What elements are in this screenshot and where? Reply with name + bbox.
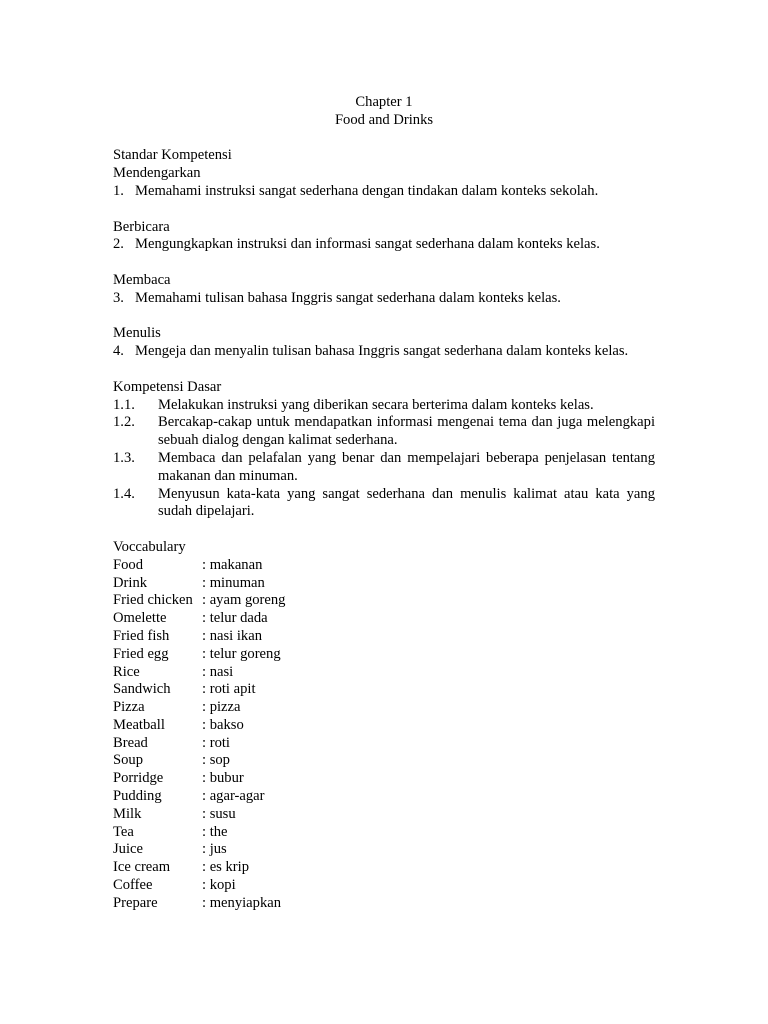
vocab-english-word: Soup [113,752,144,769]
vocab-row [113,699,655,717]
vocab-row [113,664,655,682]
vocab-indonesian-meaning: : telur dada [202,610,268,627]
sk-item-number: 4. [113,343,124,360]
vocab-english-word: Prepare [113,894,158,911]
vocab-indonesian-meaning: : minuman [202,574,265,591]
vocab-indonesian-meaning: : agar-agar [202,788,265,805]
sk-item [113,343,655,361]
vocab-english-word: Bread [113,734,148,751]
vocab-indonesian-meaning: : nasi [202,663,234,680]
sk-item-number: 2. [113,236,124,253]
sk-section-berbicara [113,219,655,255]
vocab-english-word: Tea [113,823,134,840]
vocab-row [113,859,655,877]
sk-item-text: Mengungkapkan instruksi dan informasi sangat sederhana dalam konteks kelas. [135,236,600,253]
vocab-row [113,628,655,646]
sk-section-menulis [113,325,655,361]
vocab-english-word: Rice [113,663,140,680]
vocab-indonesian-meaning: : bubur [202,770,244,787]
kompetensi-dasar-list [113,397,655,522]
sk-section-label: Mendengarkan [113,165,201,182]
vocab-indonesian-meaning: : roti apit [202,681,256,698]
kd-item-text: Bercakap-cakap untuk mendapatkan informasi mengenai tema dan juga melengkapi sebuah dialog dengan kalimat sederhana. [158,414,655,449]
vocabulary-list [113,557,655,913]
vocab-row [113,646,655,664]
vocab-indonesian-meaning: : menyiapkan [202,894,282,911]
sk-section-label: Menulis [113,325,161,342]
kd-item-text: Menyusun kata-kata yang sangat sederhana dan menulis kalimat atau kata yang sudah dipelajari. [158,485,655,520]
sk-section-membaca [113,272,655,308]
sk-item-text: Memahami tulisan bahasa Inggris sangat sederhana dalam konteks kelas. [135,289,561,306]
vocab-row [113,557,655,575]
vocab-english-word: Porridge [113,770,164,787]
vocab-english-word: Pizza [113,699,145,716]
vocab-indonesian-meaning: : telur goreng [202,645,281,662]
sk-item-text: Mengeja dan menyalin tulisan bahasa Inggris sangat sederhana dalam konteks kelas. [135,343,629,360]
vocab-english-word: Pudding [113,788,162,805]
vocab-english-word: Fried chicken [113,592,193,609]
sk-section-label: Membaca [113,271,171,288]
vocab-english-word: Omelette [113,610,167,627]
document-page [113,94,655,913]
kd-item-number: 1.2. [113,414,135,431]
vocab-indonesian-meaning: : ayam goreng [202,592,286,609]
kd-item [113,397,655,415]
vocab-row [113,681,655,699]
vocab-row [113,788,655,806]
vocab-english-word: Coffee [113,877,153,894]
sk-section-mendengarkan [113,165,655,201]
vocab-english-word: Fried egg [113,645,169,662]
vocab-row [113,841,655,859]
kd-item-text: Melakukan instruksi yang diberikan secara berterima dalam konteks kelas. [158,396,594,413]
sk-item-number: 3. [113,289,124,306]
vocabulary-heading: Voccabulary [113,538,186,555]
vocab-row [113,575,655,593]
vocab-indonesian-meaning: : bakso [202,716,244,733]
kd-item-number: 1.3. [113,449,135,466]
vocab-row [113,592,655,610]
vocab-row [113,877,655,895]
sk-item-text: Memahami instruksi sangat sederhana dengan tindakan dalam konteks sekolah. [135,182,599,199]
vocab-row [113,610,655,628]
vocab-indonesian-meaning: : kopi [202,877,236,894]
sk-section-label: Berbicara [113,218,170,235]
vocab-row [113,824,655,842]
vocab-indonesian-meaning: : makanan [202,556,263,573]
vocab-row [113,770,655,788]
vocab-indonesian-meaning: : pizza [202,699,241,716]
chapter-number: Chapter 1 [355,94,413,110]
vocab-row [113,717,655,735]
kd-item-text: Membaca dan pelafalan yang benar dan mempelajari beberapa penjelasan tentang makanan dan minuman. [158,449,655,484]
kd-item [113,450,655,486]
sk-item [113,236,655,254]
standar-kompetensi-heading: Standar Kompetensi [113,147,232,164]
vocab-english-word: Fried fish [113,627,170,644]
vocab-indonesian-meaning: : roti [202,734,230,751]
vocab-indonesian-meaning: : the [202,823,228,840]
kd-item-number: 1.1. [113,396,135,413]
vocab-indonesian-meaning: : nasi ikan [202,627,262,644]
vocab-english-word: Juice [113,841,143,858]
vocab-english-word: Drink [113,574,148,591]
kd-item [113,414,655,450]
vocab-english-word: Meatball [113,716,165,733]
vocab-row [113,895,655,913]
vocab-indonesian-meaning: : es krip [202,859,250,876]
vocab-row [113,735,655,753]
vocab-english-word: Sandwich [113,681,171,698]
vocab-english-word: Milk [113,805,142,822]
sk-item-number: 1. [113,182,124,199]
kd-item [113,486,655,522]
vocab-row [113,752,655,770]
vocab-indonesian-meaning: : sop [202,752,230,769]
kd-item-number: 1.4. [113,485,135,502]
vocab-indonesian-meaning: : susu [202,805,236,822]
vocab-indonesian-meaning: : jus [202,841,227,858]
vocab-english-word: Ice cream [113,859,171,876]
vocab-row [113,806,655,824]
sk-item [113,290,655,308]
kompetensi-dasar-heading: Kompetensi Dasar [113,378,222,395]
chapter-title: Food and Drinks [334,111,434,128]
vocab-english-word: Food [113,556,144,573]
sk-item [113,183,655,201]
